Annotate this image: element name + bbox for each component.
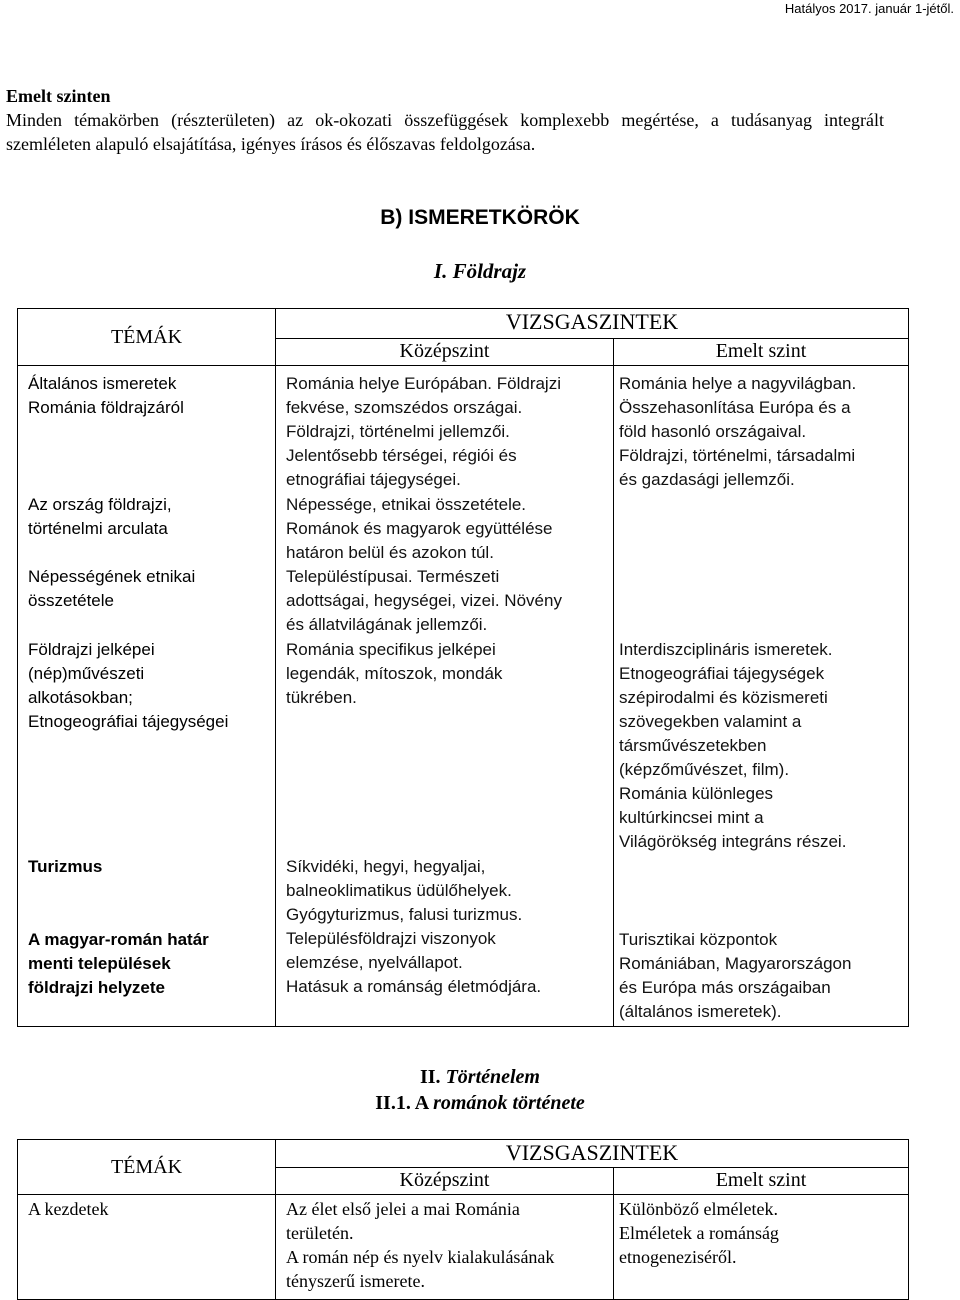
mid-level-block: Az élet első jelei a mai Románia területén. A román nép és nyelv kialakulásának tényszerű ismerete. <box>286 1199 555 1291</box>
topic-item: A magyar-román határ menti települések földrajzi helyzete <box>28 930 209 997</box>
topic-item: Népességének etnikai összetétele <box>28 567 196 610</box>
topics-header-cell <box>18 1140 276 1195</box>
topics-header: TÉMÁK <box>110 326 183 348</box>
intro-text: Minden témakörben (részterületen) az ok-okozati összefüggések komplexebb megértése, a tudásanyag integrált szemléleten alapuló elsajátítása, igényes írásos és élőszavas feldolgozása. <box>6 110 884 154</box>
effective-date: Hatályos 2017. január 1-jétől. <box>784 1 954 16</box>
topic-item: Földrajzi jelképei (nép)művészeti alkotásokban; Etnogeográfiai tájegységei <box>28 640 229 731</box>
geography-table <box>17 308 909 1027</box>
mid-level-header: Középszint <box>399 1169 490 1191</box>
mid-level-block: Románia specifikus jelképei legendák, mítoszok, mondák tükrében. <box>286 640 503 707</box>
history-table <box>17 1139 909 1300</box>
adv-level-header: Emelt szint <box>715 1169 807 1191</box>
mid-level-block: Románia helye Európában. Földrajzi fekvése, szomszédos országai. Földrajzi, történelmi jellemzői. Jelentősebb térségei, régiói és etnográfiai tájegységei. <box>286 374 561 489</box>
adv-level-header-cell <box>614 1168 909 1195</box>
adv-level-block: Interdiszciplináris ismeretek. Etnogeográfiai tájegységek szépirodalmi és közismereti szövegekben valamint a társművészetekben (képzőművészet, film). Románia különleges kultúrkincsei mint a Világörökség integráns részei. <box>619 640 847 851</box>
topics-header: TÉMÁK <box>110 1156 183 1178</box>
topics-column <box>18 366 276 1027</box>
mid-level-block: Népessége, etnikai összetétele. Románok és magyarok együttélése határon belül és azokon túl. <box>286 495 553 562</box>
adv-level-column <box>614 1195 909 1300</box>
topics-column <box>18 1195 276 1300</box>
adv-level-block: Románia helye a nagyvilágban. Összehasonlítása Európa és a föld hasonló országaival. Földrajzi, történelmi, társadalmi és gazdasági jellemzői. <box>619 374 857 489</box>
section-history-title: II. Történelem II.1. A románok története <box>0 1064 960 1116</box>
topic-item: Turizmus <box>28 857 103 876</box>
topics-header-cell <box>18 309 276 366</box>
section-geography-title: I. Földrajz <box>433 259 527 283</box>
intro-block <box>6 84 884 156</box>
exam-header-cell <box>276 1140 909 1168</box>
exam-levels-header: VIZSGASZINTEK <box>505 309 679 334</box>
mid-level-column <box>276 366 614 1027</box>
section-history-subtitle: II.1. A románok története <box>375 1092 585 1114</box>
adv-level-block: Különböző elméletek. Elméletek a románság etnogeneziséről. <box>619 1199 779 1267</box>
exam-header-cell <box>276 309 909 339</box>
mid-level-block: Síkvidéki, hegyi, hegyaljai, balneoklimatikus üdülőhelyek. Gyógyturizmus, falusi turizmus. Településföldrajzi viszonyok elemzése, nyelvállapot. Hatásuk a románság életmódjára. <box>286 857 542 996</box>
adv-level-header: Emelt szint <box>715 339 807 362</box>
topic-item: A kezdetek <box>28 1199 109 1219</box>
mid-level-block: Településtípusai. Természeti adottságai, hegységei, vizei. Növény és állatvilágának jellemzői. <box>286 567 562 634</box>
mid-level-header: Középszint <box>399 339 490 362</box>
adv-level-header-cell <box>614 338 909 365</box>
topic-item: Általános ismeretek Románia földrajzáról <box>28 374 184 417</box>
exam-levels-header: VIZSGASZINTEK <box>505 1140 679 1165</box>
adv-level-block: Turisztikai központok Romániában, Magyarországon és Európa más országaiban (általános ismeretek). <box>619 930 852 1021</box>
topic-item: Az ország földrajzi, történelmi arculata <box>28 495 172 538</box>
mid-level-header-cell <box>276 1168 614 1195</box>
intro-heading: Emelt szinten <box>6 86 111 106</box>
adv-level-column <box>614 366 909 1027</box>
mid-level-header-cell <box>276 338 614 365</box>
section-b-title: B) ISMERETKÖRÖK <box>380 206 580 229</box>
mid-level-column <box>276 1195 614 1300</box>
